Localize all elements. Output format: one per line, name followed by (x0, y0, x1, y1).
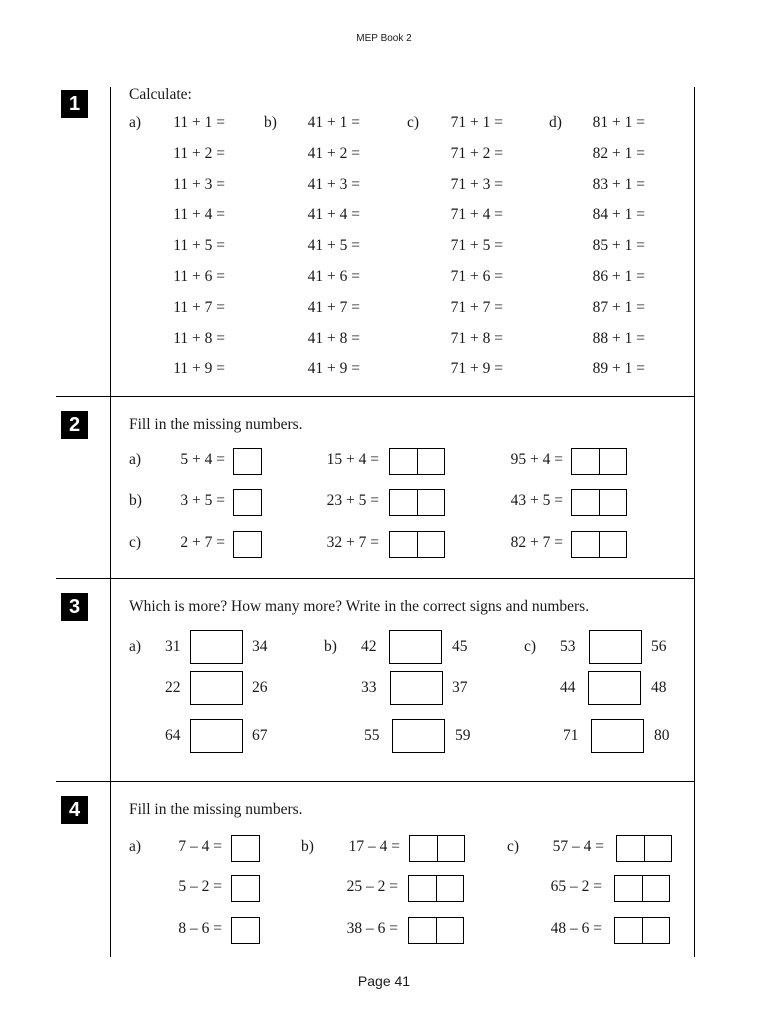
calculation: 71 + 7 = (450, 299, 503, 316)
calculation: 81 + 1 = (592, 114, 645, 131)
answer-box[interactable] (233, 489, 262, 516)
answer-box[interactable] (233, 531, 262, 558)
question-3-number: 3 (61, 593, 88, 621)
calculation: 82 + 1 = (592, 145, 645, 162)
compare-number-right: 48 (651, 679, 667, 696)
compare-number-left: 22 (165, 679, 181, 696)
exercise-label: d) (549, 114, 562, 131)
addition: 32 + 7 = (326, 534, 379, 551)
answer-box[interactable] (389, 489, 445, 516)
calculation: 41 + 6 = (307, 268, 360, 285)
subtraction: 57 – 4 = (552, 838, 604, 855)
compare-answer-box[interactable] (190, 671, 243, 705)
calculation: 11 + 2 = (173, 145, 225, 162)
calculation: 87 + 1 = (592, 299, 645, 316)
calculation: 41 + 3 = (307, 176, 360, 193)
compare-answer-box[interactable] (589, 630, 642, 664)
question-4-number: 4 (61, 796, 88, 824)
calculation: 11 + 1 = (173, 114, 225, 131)
compare-number-right: 80 (654, 727, 670, 744)
answer-box[interactable] (408, 875, 464, 902)
exercise-label: b) (264, 114, 277, 131)
calculation: 11 + 9 = (173, 360, 225, 377)
answer-box[interactable] (571, 489, 627, 516)
exercise-label: a) (129, 114, 142, 131)
calculation: 71 + 9 = (450, 360, 503, 377)
calculation: 41 + 8 = (307, 330, 360, 347)
answer-box[interactable] (614, 875, 670, 902)
compare-number-left: 33 (361, 679, 377, 696)
question-4-instruction: Fill in the missing numbers. (129, 801, 303, 818)
subtraction: 38 – 6 = (346, 920, 398, 937)
calculation: 71 + 4 = (450, 206, 503, 223)
exercise-label: b) (301, 838, 314, 855)
addition: 5 + 4 = (180, 451, 225, 468)
calculation: 71 + 5 = (450, 237, 503, 254)
compare-number-right: 67 (252, 727, 268, 744)
exercise-label: c) (129, 534, 142, 551)
calculation: 11 + 4 = (173, 206, 225, 223)
compare-answer-box[interactable] (392, 719, 445, 753)
calculation: 71 + 3 = (450, 176, 503, 193)
calculation: 88 + 1 = (592, 330, 645, 347)
answer-box[interactable] (614, 917, 670, 944)
calculation: 71 + 1 = (450, 114, 503, 131)
question-1-instruction: Calculate: (129, 86, 192, 103)
subtraction: 48 – 6 = (550, 920, 602, 937)
calculation: 83 + 1 = (592, 176, 645, 193)
exercise-label: a) (129, 451, 142, 468)
compare-answer-box[interactable] (190, 630, 243, 664)
calculation: 11 + 5 = (173, 237, 225, 254)
addition: 82 + 7 = (510, 534, 563, 551)
compare-number-right: 26 (252, 679, 268, 696)
exercise-label: b) (324, 638, 337, 655)
compare-number-left: 44 (560, 679, 576, 696)
calculation: 11 + 3 = (173, 176, 225, 193)
answer-box[interactable] (231, 835, 260, 862)
question-2-number: 2 (61, 411, 88, 439)
calculation: 11 + 8 = (173, 330, 225, 347)
compare-answer-box[interactable] (389, 630, 442, 664)
compare-number-right: 59 (455, 727, 471, 744)
exercise-label: a) (129, 638, 142, 655)
compare-answer-box[interactable] (190, 719, 243, 753)
compare-answer-box[interactable] (390, 671, 443, 705)
right-margin-line (694, 87, 695, 957)
addition: 95 + 4 = (510, 451, 563, 468)
section-divider-2 (56, 578, 695, 579)
compare-number-right: 56 (651, 638, 667, 655)
calculation: 41 + 7 = (307, 299, 360, 316)
compare-answer-box[interactable] (591, 719, 644, 753)
question-1-number: 1 (61, 90, 88, 118)
subtraction: 25 – 2 = (346, 878, 398, 895)
calculation: 11 + 7 = (173, 299, 225, 316)
answer-box[interactable] (409, 835, 465, 862)
exercise-label: c) (524, 638, 537, 655)
calculation: 89 + 1 = (592, 360, 645, 377)
answer-box[interactable] (571, 531, 627, 558)
exercise-label: b) (129, 492, 142, 509)
compare-number-left: 42 (361, 638, 377, 655)
page-header: MEP Book 2 (356, 33, 412, 44)
calculation: 84 + 1 = (592, 206, 645, 223)
answer-box[interactable] (389, 531, 445, 558)
answer-box[interactable] (571, 448, 627, 475)
page-footer: Page 41 (357, 973, 411, 989)
compare-number-right: 45 (452, 638, 468, 655)
subtraction: 7 – 4 = (178, 838, 222, 855)
answer-box[interactable] (616, 835, 672, 862)
calculation: 41 + 5 = (307, 237, 360, 254)
calculation: 71 + 2 = (450, 145, 503, 162)
question-3-instruction: Which is more? How many more? Write in the correct signs and numbers. (129, 598, 590, 615)
answer-box[interactable] (231, 917, 260, 944)
addition: 43 + 5 = (510, 492, 563, 509)
calculation: 11 + 6 = (173, 268, 225, 285)
answer-box[interactable] (233, 448, 262, 475)
subtraction: 5 – 2 = (178, 878, 222, 895)
subtraction: 65 – 2 = (550, 878, 602, 895)
calculation: 41 + 9 = (307, 360, 360, 377)
calculation: 41 + 1 = (307, 114, 360, 131)
calculation: 41 + 2 = (307, 145, 360, 162)
compare-number-left: 55 (364, 727, 380, 744)
compare-number-left: 64 (165, 727, 181, 744)
compare-number-right: 37 (452, 679, 468, 696)
addition: 2 + 7 = (180, 534, 225, 551)
addition: 15 + 4 = (326, 451, 379, 468)
calculation: 71 + 8 = (450, 330, 503, 347)
left-margin-line (110, 87, 111, 957)
exercise-label: a) (129, 838, 142, 855)
addition: 23 + 5 = (326, 492, 379, 509)
answer-box[interactable] (408, 917, 464, 944)
answer-box[interactable] (389, 448, 445, 475)
subtraction: 8 – 6 = (178, 920, 222, 937)
compare-number-left: 53 (560, 638, 576, 655)
question-2-instruction: Fill in the missing numbers. (129, 416, 303, 433)
addition: 3 + 5 = (180, 492, 225, 509)
section-divider-1 (56, 396, 695, 397)
subtraction: 17 – 4 = (348, 838, 400, 855)
compare-number-left: 31 (165, 638, 181, 655)
exercise-label: c) (507, 838, 520, 855)
answer-box[interactable] (231, 875, 260, 902)
calculation: 86 + 1 = (592, 268, 645, 285)
calculation: 85 + 1 = (592, 237, 645, 254)
exercise-label: c) (407, 114, 420, 131)
compare-number-right: 34 (252, 638, 268, 655)
calculation: 71 + 6 = (450, 268, 503, 285)
calculation: 41 + 4 = (307, 206, 360, 223)
compare-answer-box[interactable] (588, 671, 641, 705)
compare-number-left: 71 (563, 727, 579, 744)
section-divider-3 (56, 781, 695, 782)
